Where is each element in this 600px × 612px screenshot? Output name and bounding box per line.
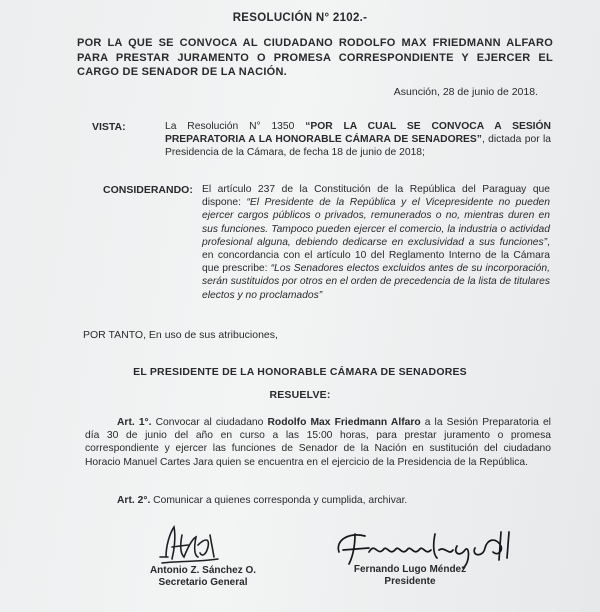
article-2 — [117, 494, 557, 507]
resolution-title: RESOLUCIÓN N° 2102.- — [232, 12, 368, 24]
considerando-quote-2: “Los Senadores electos excluidos antes de su incorporación, serán sustituidos por otros en el orden de precedencia de la lista de titulares electos y no proclamados” — [202, 263, 551, 301]
considerando-paragraph — [202, 183, 550, 302]
considerando-text-2: , en concordancia con el artículo 10 del Reglamento Interno de la Cámara que prescribe: — [202, 236, 550, 275]
vista-text-pre: La Resolución N° 1350 — [165, 121, 306, 132]
vista-text-post: , dictada por la Presidencia de la Cámara, de fecha 18 de junio de 2018; — [165, 134, 552, 159]
secretary-name: Antonio Z. Sánchez O. — [149, 565, 257, 576]
resuelve-heading: RESUELVE: — [269, 389, 331, 401]
secretary-signature — [148, 517, 228, 569]
article-1-name: Rodolfo Max Friedmann Alfaro — [267, 417, 421, 428]
resolution-date: Asunción, 28 de junio de 2018. — [393, 86, 538, 98]
article-1 — [85, 416, 551, 469]
vista-label: VISTA: — [92, 121, 126, 133]
vista-text-bold: “POR LA CUAL SE CONVOCA A SESIÓN PREPARATORIA A LA HONORABLE CÁMARA DE SENADORES” — [165, 121, 551, 146]
considerando-quote-1: “El Presidente de la República y el Vicepresidente no pueden ejercer cargos públicos o privados, remunerados o no, mientras duren en sus funciones. Tampoco pueden ejercer el comercio, la industria o actividad profesional alguna, debiendo dedicarse en exclusividad a sus funciones” — [202, 197, 551, 248]
president-role: Presidente — [384, 576, 436, 587]
article-2-label: Art. 2°. — [117, 495, 151, 506]
considerando-text-1: El artículo 237 de la Constitución de la República del Paraguay que dispone: — [202, 184, 550, 209]
article-1-label: Art. 1°. — [117, 417, 152, 428]
article-1-text-1: Convocar al ciudadano — [151, 417, 268, 428]
vista-paragraph — [165, 120, 551, 160]
considerando-label: CONSIDERANDO: — [103, 184, 193, 196]
secretary-role: Secretario General — [158, 577, 248, 588]
presidente-heading: EL PRESIDENTE DE LA HONORABLE CÁMARA DE SENADORES — [133, 366, 467, 378]
article-1-text-2: a la Sesión Preparatoria el día 30 de junio del año en curso a las 15:00 horas, para prestar juramento o promesa correspondiente y ejercer las funciones de Senador de la Nación en sustitución del ciudadano Horacio Manuel Cartes Jara quien se encuentra en el ejercicio de la Presidencia de la República. — [85, 417, 551, 468]
president-name: Fernando Lugo Méndez — [353, 564, 467, 575]
article-2-text: Comunicar a quienes corresponda y cumplida, archivar. — [150, 495, 408, 506]
resolution-intro: POR LA QUE SE CONVOCA AL CIUDADANO RODOLFO MAX FRIEDMANN ALFARO PARA PRESTAR JURAMENTO O PROMESA CORRESPONDIENTE Y EJERCER EL CARGO DE SENADOR DE LA NACIÓN. — [77, 37, 553, 78]
por-tanto-text: POR TANTO, En uso de sus atribuciones, — [83, 329, 278, 341]
